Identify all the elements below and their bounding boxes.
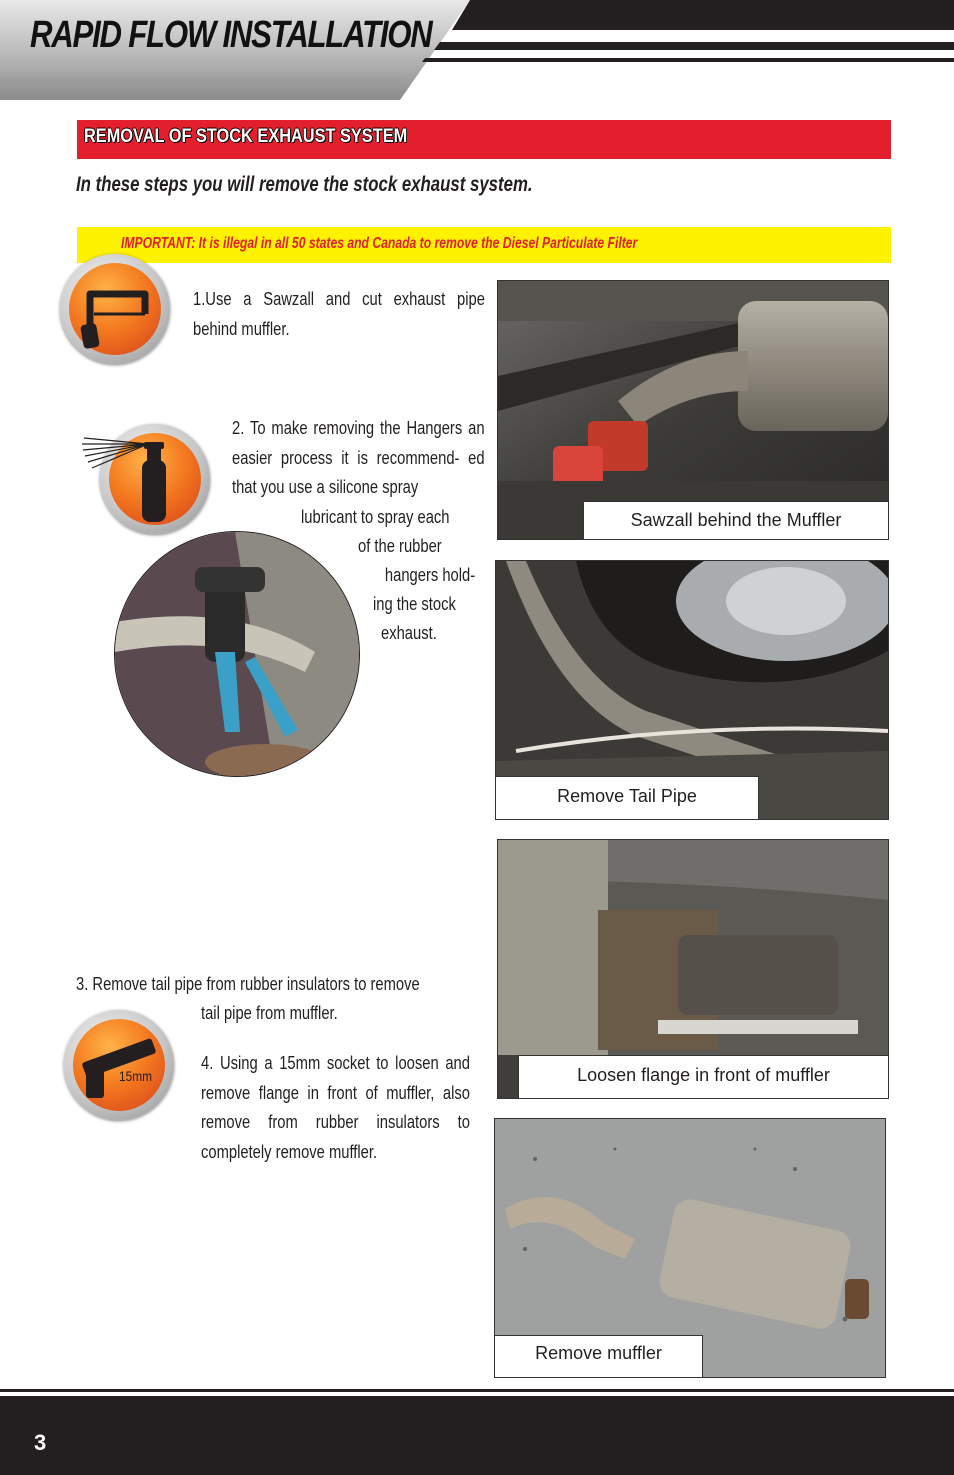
photo-sawzall-caption: Sawzall behind the Muffler xyxy=(583,501,889,540)
photo-tail-pipe-caption: Remove Tail Pipe xyxy=(495,776,759,820)
footer-bar xyxy=(0,1396,954,1475)
step3-text-line: tail pipe from muffler. xyxy=(201,1003,338,1023)
step2-text-line: of the rubber xyxy=(358,536,442,556)
socket-size-label: 15mm xyxy=(119,1068,153,1084)
spray-mist-icon xyxy=(80,436,150,472)
photo-muffler-caption: Remove muffler xyxy=(494,1335,703,1378)
step2-text: 2. To make removing the Hangers an easier process it is recommend- ed that you use a silicone spray xyxy=(232,418,485,497)
step1-text: 1.Use a Sawzall and cut exhaust pipe behind muffler. xyxy=(193,289,485,339)
step2-text-line: ing the stock xyxy=(373,594,456,614)
step2-text-line: exhaust. xyxy=(381,623,437,643)
page-title: RAPID FLOW INSTALLATION xyxy=(30,14,432,56)
photo-flange-caption: Loosen flange in front of muffler xyxy=(518,1055,889,1099)
warning-text: IMPORTANT: It is illegal in all 50 states and Canada to remove the Diesel Particulate Filter xyxy=(121,235,638,252)
hacksaw-icon xyxy=(60,254,170,364)
step2-text-line: lubricant to spray each xyxy=(301,507,450,527)
photo-hanger-closeup xyxy=(114,531,360,777)
step3-text: 3. Remove tail pipe from rubber insulators to remove xyxy=(76,974,420,994)
intro-text: In these steps you will remove the stock exhaust system. xyxy=(76,173,533,196)
page-number: 3 xyxy=(34,1430,47,1455)
socket-wrench-icon xyxy=(64,1010,174,1120)
section-title: REMOVAL OF STOCK EXHAUST SYSTEM xyxy=(84,126,408,147)
footer-rule xyxy=(0,1389,954,1392)
step2-text-line: hangers hold- xyxy=(384,565,476,585)
step4-text: 4. Using a 15mm socket to loosen and remove flange in front of muffler, also remove from rubber insulators to completely remove muffler. xyxy=(201,1053,470,1162)
